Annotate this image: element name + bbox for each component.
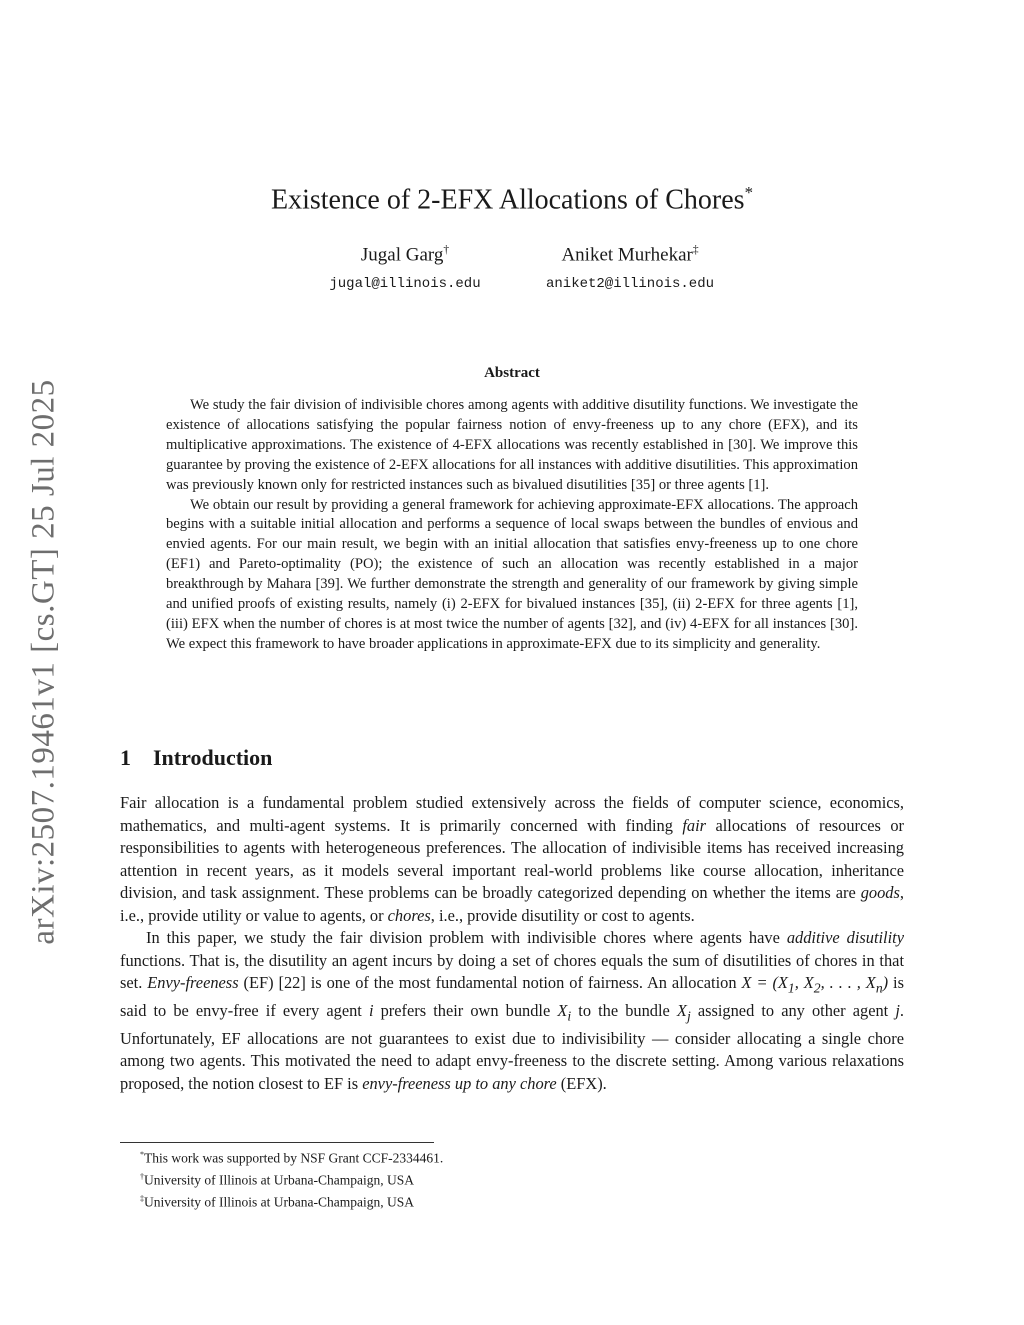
footnote-divider xyxy=(120,1142,434,1143)
abstract-paragraph: We study the fair division of indivisible chores among agents with additive disutility functions. We investigate the existence of allocations satisfying the popular fairness notion of envy-freeness up to any chore (EFX), and its multiplicative approximations. The existence of 4-EFX allocations was recently established in [30]. We improve this guarantee by proving the existence of 2-EFX allocations for all instances with additive disutilities. This approximation was previously known only for restricted instances such as bivalued disutilities [35] or three agents [1]. xyxy=(166,397,858,493)
abstract-paragraph: We obtain our result by providing a general framework for achieving approximate-EFX allocations. The approach begins with a suitable initial allocation and performs a sequence of local swaps between the bundles of envious and envied agents. For our main result, we begin with an initial allocation that satisfies envy-freeness up to one chore (EF1) and Pareto-optimality (PO); the existence of such an allocation was recently established in a major breakthrough by Mahara [39]. We further demonstrate the strength and generality of our framework by giving simple and unified proofs of existing results, namely (i) 2-EFX for bivalued instances [35], (ii) 2-EFX for three agents [1], (iii) EFX when the number of chores is at most twice the number of agents [32], and (iv) 4-EFX for all instances [30]. We expect this framework to have broader applications in approximate-EFX due to its simplicity and generality. xyxy=(166,496,858,652)
author-name: Aniket Murhekar‡ xyxy=(561,244,699,266)
footnote: †University of Illinois at Urbana-Champaign, USA xyxy=(140,1172,415,1188)
paper-title xyxy=(0,183,1024,216)
footnote: *This work was supported by NSF Grant CCF-2334461. xyxy=(140,1150,444,1166)
footnote: ‡University of Illinois at Urbana-Champaign, USA xyxy=(140,1194,415,1210)
author-name: Jugal Garg† xyxy=(360,244,450,266)
body-paragraph: Fair allocation is a fundamental problem studied extensively across the fields of computer science, economics, mathematics, and multi-agent systems. It is primarily concerned with finding fair allocations of resources or responsibilities to agents with heterogeneous preferences. The allocation of indivisible items has received increasing attention in recent years, as it models several important real-world problems like course allocation, inheritance division, and task assignment. These problems can be broadly categorized depending on whether the items are goods, i.e., provide utility or value to agents, or chores, i.e., provide disutility or cost to agents. xyxy=(120,793,904,925)
math-expression: $X = (X_1$, $X_2$, . . . , $X_n$) xyxy=(741,973,889,996)
footnotes xyxy=(140,1146,443,1212)
author-block xyxy=(300,244,510,292)
section-heading xyxy=(120,745,272,771)
title-footnote-mark: * xyxy=(744,183,753,202)
body-text xyxy=(120,792,904,1095)
author-block xyxy=(520,244,740,292)
abstract xyxy=(166,396,858,655)
arxiv-identifier: arXiv:2507.19461v1 [cs.GT] 25 Jul 2025 xyxy=(25,379,62,945)
author-email: jugal@illinois.edu xyxy=(329,276,481,293)
section-title: Introduction xyxy=(153,745,273,770)
body-paragraph: In this paper, we study the fair division problem with indivisible chores where agents have additive disutility functions. That is, the disutility an agent incurs by doing a set of chores equals the sum of disutilities of chores in that set. Envy-freeness (EF) [22] is one of the most fundamental notion of fairness. An allocation $X = (X_1$, $X_2$, . . . , $X_n$) is said to be envy-free if every agent i prefers their own bundle $X_i$ to the bundle $X_j$ assigned to any other agent j. Unfortunately, EF allocations are not guarantees to exist due to indivisibility — consider allocating a single chore among two agents. This motivated the need to adapt envy-freeness to the discrete setting. Among various relaxations proposed, the notion closest to EF is envy-freeness up to any chore (EFX). xyxy=(120,928,904,1093)
author-email: aniket2@illinois.edu xyxy=(545,276,715,293)
paper-title-text: Existence of 2-EFX Allocations of Chores xyxy=(271,184,745,216)
abstract-heading: Abstract xyxy=(484,365,540,381)
section-number: 1 xyxy=(120,745,131,770)
